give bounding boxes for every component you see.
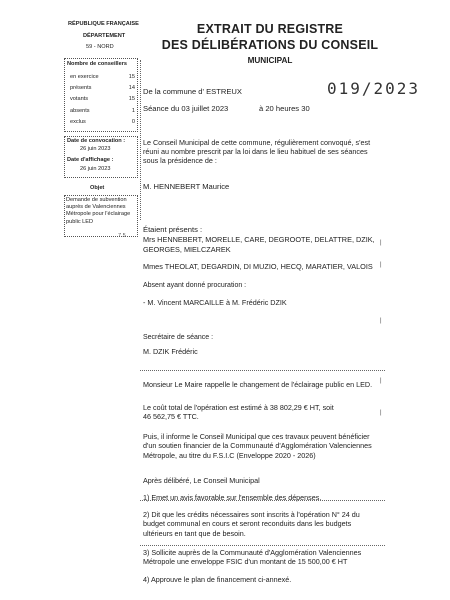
paragraph-4: Après délibéré, Le Conseil Municipal (143, 476, 260, 485)
heure-line: à 20 heures 30 (259, 104, 310, 113)
affichage-date: 26 juin 2023 (80, 166, 111, 172)
margin-mark: | (380, 318, 382, 324)
stat-row: exclus 0 (70, 118, 135, 125)
secretaire-name: M. DZIK Frédéric (143, 347, 198, 356)
paragraph-1: Monsieur Le Maire rappelle le changement de l'éclairage public en LED. (143, 380, 373, 389)
title-line-2: DES DÉLIBÉRATIONS DU CONSEIL (161, 38, 379, 52)
deliberation-number: 019/2023 (327, 79, 421, 98)
objet-label: Objet (90, 185, 105, 191)
presents-label: Étaient présents : (143, 225, 203, 234)
title-line-1: EXTRAIT DU REGISTRE (196, 22, 344, 36)
objet-text: Demande de subvention auprès de Valenciennes Métropole pour l'éclairage public LED (66, 197, 131, 225)
section-divider (140, 370, 385, 371)
paragraph-3: Puis, il informe le Conseil Municipal que ces travaux peuvent bénéficier d'un soutien financier de la Communauté d'Agglomération Valenciennes Métropole, au titre du F.S.I.C (Enveloppe 2020 - 2026) (143, 432, 372, 460)
procuration-label: Absent ayant donné procuration : (143, 282, 247, 289)
column-divider (140, 60, 141, 220)
margin-mark: | (380, 378, 382, 384)
stamp-mark: 7.5 (118, 233, 126, 239)
republique-label: RÉPUBLIQUE FRANÇAISE (68, 21, 139, 27)
departement-code: 59 - NORD (86, 44, 114, 50)
departement-label: DÉPARTEMENT (83, 33, 126, 39)
conseillers-heading: Nombre de conseillers (67, 61, 127, 67)
intro-paragraph: Le Conseil Municipal de cette commune, régulièrement convoqué, s'est réuni au nombre prescrit par la loi dans le lieu habituel de ses séances sous la présidence de : (143, 138, 371, 165)
title-line-3: MUNICIPAL (247, 56, 293, 65)
margin-mark: | (380, 240, 382, 246)
margin-mark: | (380, 262, 382, 268)
stat-row: en exercice 15 (70, 74, 135, 80)
secretaire-label: Secrétaire de séance : (143, 334, 214, 341)
section-divider (140, 545, 385, 546)
stat-row: votants 15 (70, 96, 135, 103)
presents-list-1: Mrs HENNEBERT, MORELLE, CARE, DEGROOTE, DELATTRE, DZIK, GEORGES, MIELCZAREK (143, 235, 375, 254)
procuration-line: - M. Vincent MARCAILLE à M. Frédéric DZIK (143, 298, 287, 307)
stat-row: absents 1 (70, 107, 135, 114)
convocation-label: Date de convocation : (67, 138, 126, 144)
conseillers-stats (70, 72, 135, 128)
affichage-label: Date d'affichage : (67, 157, 114, 163)
commune-line: De la commune d' ESTREUX (143, 87, 242, 96)
decision-item-4: 4) Approuve le plan de financement ci-annexé. (143, 575, 292, 584)
stat-row: présents 14 (70, 85, 135, 92)
convocation-date: 26 juin 2023 (80, 146, 111, 152)
decision-item-2: 2) Dit que les crédits nécessaires sont inscrits à l'opération N° 24 du budget communal en cours et seront reconduits dans les budgets ultérieurs en tant que de besoin. (143, 510, 360, 538)
president-name: M. HENNEBERT Maurice (143, 182, 230, 191)
section-divider (140, 500, 385, 501)
paragraph-2: Le coût total de l'opération est estimé à 38 802,29 € HT, soit 46 562,75 € TTC. (143, 403, 334, 422)
seance-line: Séance du 03 juillet 2023 (143, 104, 229, 113)
margin-mark: | (380, 410, 382, 416)
presents-list-2: Mmes THEOLAT, DEGARDIN, DI MUZIO, HECQ, MARATIER, VALOIS (143, 262, 373, 271)
decision-item-3: 3) Sollicite auprès de la Communauté d'Agglomération Valenciennes Métropole une enveloppe FSIC d'un montant de 15 500,00 € HT (143, 548, 362, 567)
decision-item-1: 1) Emet un avis favorable sur l'ensemble des dépenses. (143, 493, 322, 502)
